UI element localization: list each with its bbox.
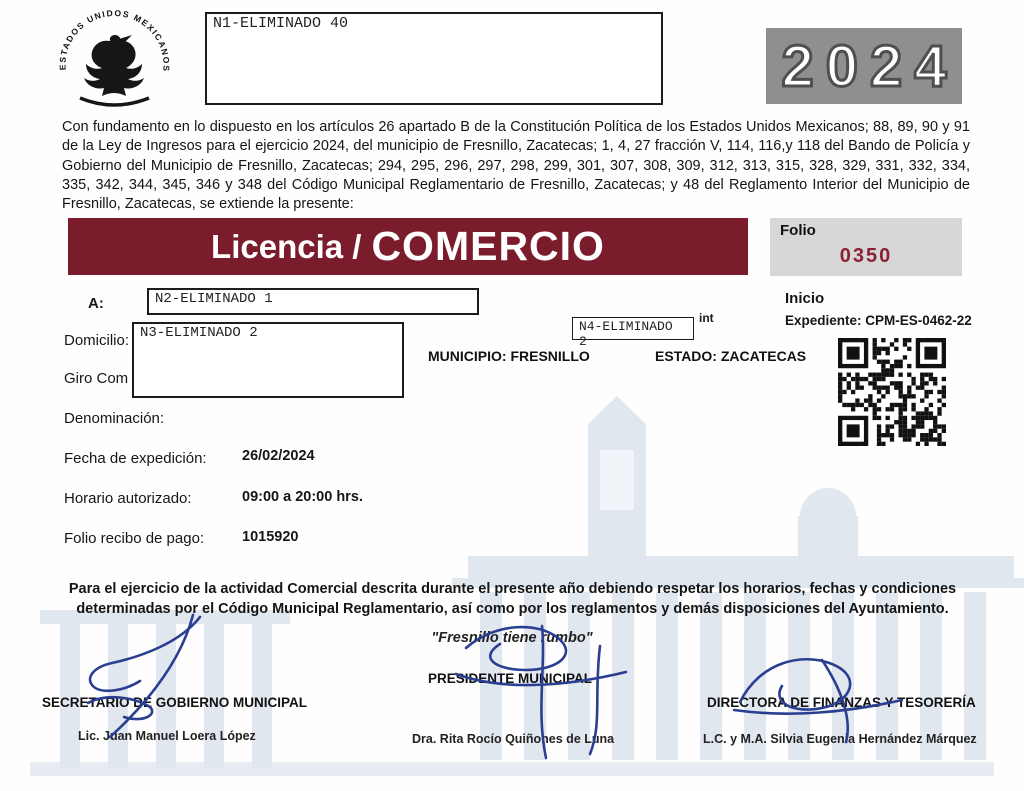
qr-code bbox=[838, 338, 946, 446]
signature-title-presidente: PRESIDENTE MUNICIPAL bbox=[428, 671, 593, 686]
signature-title-directora: DIRECTORA DE FINANZAS Y TESORERÍA bbox=[707, 695, 976, 710]
signature-secretario bbox=[60, 605, 260, 745]
signature-name-directora: L.C. y M.A. Silvia Eugenia Hernández Márquez bbox=[703, 732, 977, 746]
domicilio-label: Domicilio: bbox=[64, 332, 130, 349]
expediente-value: Expediente: CPM-ES-0462-22 bbox=[785, 313, 972, 328]
banner-comercio-text: COMERCIO bbox=[371, 223, 605, 269]
redaction-n2-text: N2-ELIMINADO 1 bbox=[155, 291, 273, 307]
year-text: 2024 bbox=[781, 33, 959, 99]
denominacion-label: Denominación: bbox=[64, 410, 165, 427]
seal-text: ESTADOS UNIDOS MEXICANOS bbox=[57, 8, 172, 73]
redaction-n1-text: N1-ELIMINADO 40 bbox=[213, 15, 349, 32]
int-annotation: int bbox=[699, 311, 714, 325]
horario-autorizado-label: Horario autorizado: bbox=[64, 490, 192, 507]
redaction-box-n2 bbox=[147, 288, 479, 315]
folio-box bbox=[770, 218, 962, 276]
signature-presidente bbox=[430, 612, 660, 762]
giro-comercial-label: Giro Com bbox=[64, 370, 129, 387]
year-badge bbox=[766, 28, 962, 104]
fecha-expedicion-label: Fecha de expedición: bbox=[64, 450, 207, 467]
redaction-box-n4 bbox=[572, 317, 694, 349]
signature-name-presidente: Dra. Rita Rocío Quiñones de Luna bbox=[412, 732, 615, 746]
redaction-box-n1 bbox=[205, 12, 663, 105]
conditions-paragraph: Para el ejercicio de la actividad Comercial descrita durante el presente año debiendo respetar los horarios, fechas y condiciones determinadas por el Código Municipal Reglamentario, así como por los reglamentos y demás disposiciones del Ayuntamiento. bbox=[68, 581, 957, 617]
municipio-value: MUNICIPIO: FRESNILLO bbox=[428, 348, 590, 364]
folio-recibo-label: Folio recibo de pago: bbox=[64, 530, 205, 547]
redaction-n4-text: N4-ELIMINADO 2 bbox=[579, 319, 673, 349]
inicio-label: Inicio bbox=[785, 290, 825, 307]
folio-number: 0350 bbox=[839, 245, 893, 267]
legal-fundament-paragraph: Con fundamento en lo dispuesto en los artículos 26 apartado B de la Constitución Política de los Estados Unidos Mexicanos; 88, 89, 90 y 91 de la Ley de Ingresos para el ejercicio 2024, del municipio de Fresnillo, Zacatecas; 1, 4, 27 fracción V, 114, 116,y 118 del Bando de Policía y Gobierno del Municipio de Fresnillo, Zacatecas; 294, 295, 296, 297, 298, 299, 301, 307, 308, 309, 312, 313, 315, 328, 329, 331, 332, 334, 335, 342, 344, 345, 346 y 348 del Código Municipal Reglamentario de Fresnillo, Zacatecas; y 48 del Reglamento Interior del Municipio de Fresnillo, Zacatecas, se extiende la presente: bbox=[62, 119, 970, 213]
slogan-text: "Fresnillo tiene rumbo" bbox=[431, 630, 593, 646]
signature-name-secretario: Lic. Juan Manuel Loera López bbox=[78, 729, 256, 743]
redaction-box-n3 bbox=[132, 322, 404, 398]
redaction-n3-text: N3-ELIMINADO 2 bbox=[140, 325, 258, 341]
horario-autorizado-value: 09:00 a 20:00 hrs. bbox=[242, 489, 363, 505]
banner-licencia-text: Licencia / bbox=[211, 227, 362, 265]
signature-title-secretario: SECRETARIO DE GOBIERNO MUNICIPAL bbox=[42, 695, 308, 710]
signature-directora bbox=[700, 640, 910, 755]
fecha-expedicion-value: 26/02/2024 bbox=[242, 448, 315, 464]
mexico-coat-of-arms bbox=[52, 8, 177, 116]
license-title-banner bbox=[68, 218, 748, 275]
folio-recibo-value: 1015920 bbox=[242, 529, 299, 545]
folio-label: Folio bbox=[780, 222, 816, 239]
estado-value: ESTADO: ZACATECAS bbox=[655, 348, 807, 364]
addressee-label: A: bbox=[88, 295, 104, 312]
